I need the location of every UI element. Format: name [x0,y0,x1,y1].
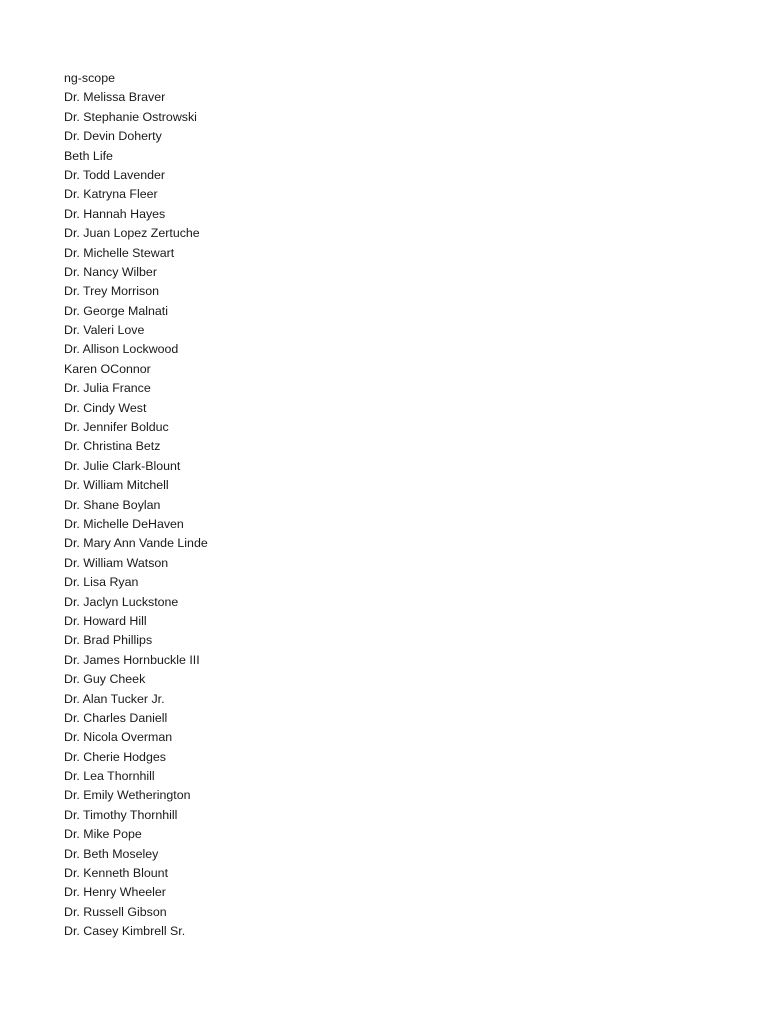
document-line: Dr. Russell Gibson [64,904,167,919]
document-line: Dr. Guy Cheek [64,672,146,687]
document-line: Dr. Jaclyn Luckstone [64,594,179,609]
document-line: Dr. Casey Kimbrell Sr. [64,924,186,939]
document-line: Dr. George Malnati [64,303,168,318]
document-line: Dr. William Watson [64,555,169,570]
document-line: Dr. William Mitchell [64,478,169,493]
document-line: Dr. Allison Lockwood [64,342,179,357]
document-line: Dr. Lea Thornhill [64,769,155,784]
document-line-header: ng-scope [64,71,115,85]
document-line: Dr. Lisa Ryan [64,575,139,590]
document-line: Dr. Stephanie Ostrowski [64,109,197,124]
document-line: Dr. Trey Morrison [64,284,160,299]
document-line: Dr. Christina Betz [64,439,161,454]
document-line: Dr. Michelle DeHaven [64,516,184,531]
document-line: Dr. Nancy Wilber [64,264,157,279]
document-line: Dr. Mary Ann Vande Linde [64,536,208,551]
document-line: Dr. Jennifer Bolduc [64,420,169,435]
document-line: Dr. Howard Hill [64,613,147,628]
document-line: Dr. Devin Doherty [64,129,162,144]
document-line: Dr. Kenneth Blount [64,866,169,881]
document-line: Dr. Katryna Fleer [64,187,158,202]
document-line: Dr. Brad Phillips [64,633,153,648]
document-line: Dr. Cindy West [64,400,147,415]
document-line: Dr. Charles Daniell [64,710,168,725]
document-line: Dr. Alan Tucker Jr. [64,691,165,706]
document-line: Dr. Shane Boylan [64,497,161,512]
document-line: Dr. Julie Clark-Blount [64,458,181,473]
document-line: Dr. Timothy Thornhill [64,807,178,822]
document-line: Dr. Hannah Hayes [64,206,166,221]
document-line: Dr. Mike Pope [64,827,142,842]
document-line: Dr. Michelle Stewart [64,245,175,260]
document-line: Dr. Emily Wetherington [64,788,191,803]
document-line: Beth Life [64,148,113,163]
document-line: Dr. Nicola Overman [64,730,173,745]
document-line: Dr. Cherie Hodges [64,749,166,764]
document-line: Dr. Henry Wheeler [64,885,166,900]
name-list [64,69,208,942]
document-line: Dr. Julia France [64,381,151,396]
document-line: Dr. Beth Moseley [64,846,159,861]
document-line: Karen OConnor [64,361,151,376]
document-line: Dr. James Hornbuckle III [64,652,200,667]
document-line: Dr. Valeri Love [64,323,145,338]
document-line: Dr. Todd Lavender [64,167,166,182]
document-line: Dr. Juan Lopez Zertuche [64,226,200,241]
document-line: Dr. Melissa Braver [64,90,166,105]
